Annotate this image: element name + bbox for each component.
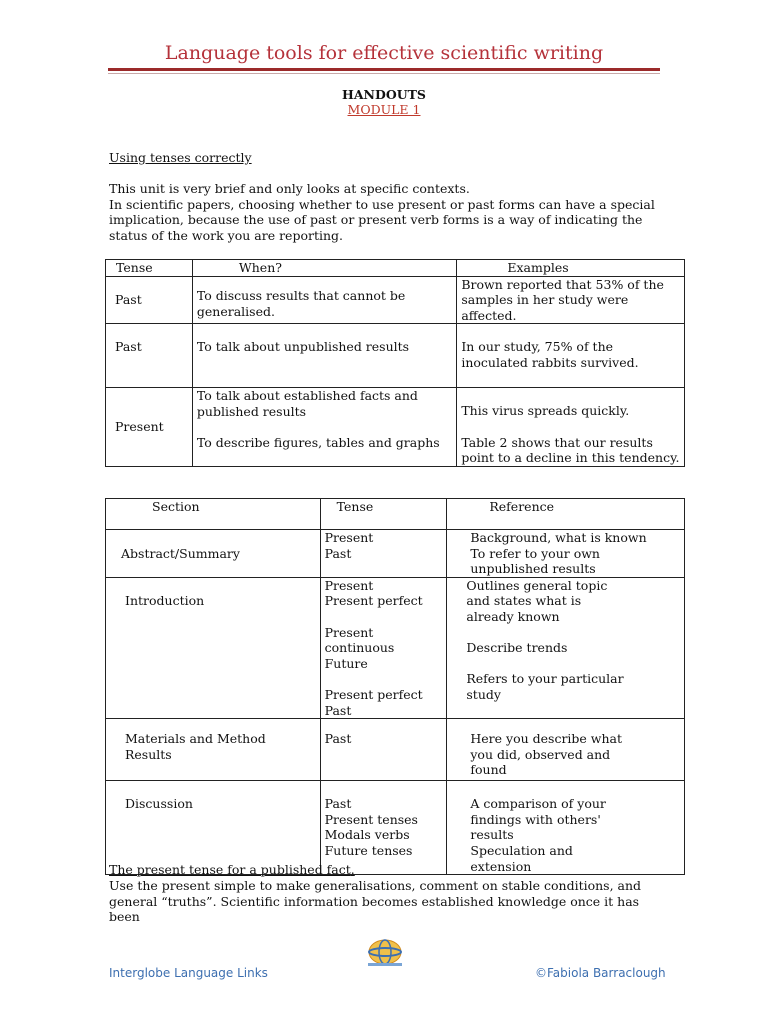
table-cell-reference: A comparison of your findings with others' results Speculation and extension	[447, 781, 685, 875]
column-header-tense: Tense	[320, 499, 447, 530]
section-heading: Using tenses correctly	[109, 150, 252, 165]
table-row	[106, 276, 685, 324]
table-cell-example: In our study, 75% of the inoculated rabbits survived.	[457, 324, 685, 388]
footer-organisation: Interglobe Language Links	[109, 966, 268, 980]
table-cell-tense: Present Past	[320, 530, 447, 578]
module-label: MODULE 1	[347, 102, 421, 117]
table-row	[106, 781, 685, 875]
tense-usage-table	[105, 259, 685, 467]
header-rule-thin	[108, 73, 660, 74]
present-fact-heading: The present tense for a published fact.	[109, 862, 355, 877]
table-cell-tense: Past Present tenses Modals verbs Future tenses	[320, 781, 447, 875]
table-cell-tense: Present	[106, 388, 193, 466]
column-header-reference: Reference	[447, 499, 685, 530]
table-cell-section: Materials and Method Results	[106, 719, 321, 781]
table-cell-tense: Present Present perfect Present continuous Future Present perfect Past	[320, 577, 447, 718]
column-header-section: Section	[106, 499, 321, 530]
column-header-when: When?	[192, 260, 456, 277]
table-cell-tense: Past	[106, 276, 193, 324]
intro-paragraph: This unit is very brief and only looks at specific contexts. In scientific papers, choosing whether to use present or past forms can have a special implication, because the use of past or present verb forms is a way of indicating the status of the work you are reporting.	[109, 181, 655, 243]
table-cell-when: To talk about unpublished results	[192, 324, 456, 388]
table-cell-when: To talk about established facts and published results To describe figures, tables and graphs	[192, 388, 456, 466]
table-cell-section: Discussion	[106, 781, 321, 875]
table-row	[106, 324, 685, 388]
table-row	[106, 577, 685, 718]
table-cell-tense: Past	[320, 719, 447, 781]
table-cell-reference: Here you describe what you did, observed and found	[447, 719, 685, 781]
table-row	[106, 388, 685, 466]
header-rule-thick	[108, 68, 660, 71]
table-cell-tense: Past	[106, 324, 193, 388]
section-tense-table	[105, 498, 685, 875]
table-cell-example: Brown reported that 53% of the samples in her study were affected.	[457, 276, 685, 324]
table-cell-section: Introduction	[106, 577, 321, 718]
handouts-label: HANDOUTS	[342, 87, 426, 102]
table-cell-section: Abstract/Summary	[106, 530, 321, 578]
column-header-examples: Examples	[457, 260, 685, 277]
present-fact-heading-text: The present tense for a published fact	[109, 862, 351, 877]
interglobe-logo-icon	[366, 938, 404, 968]
table-cell-when: To discuss results that cannot be generalised.	[192, 276, 456, 324]
table-header-row	[106, 260, 685, 277]
present-fact-paragraph: Use the present simple to make generalisations, comment on stable conditions, and general “truths”. Scientific information becomes established knowledge once it has been	[109, 878, 642, 925]
document-title: Language tools for effective scientific writing	[164, 42, 604, 64]
table-cell-reference: Outlines general topic and states what is already known Describe trends Refers to your particular study	[447, 577, 685, 718]
column-header-tense: Tense	[106, 260, 193, 277]
footer-copyright: ©Fabiola Barraclough	[535, 966, 666, 980]
table-cell-reference: Background, what is known To refer to your own unpublished results	[447, 530, 685, 578]
table-cell-example: This virus spreads quickly. Table 2 shows that our results point to a decline in this tendency.	[457, 388, 685, 466]
table-header-row	[106, 499, 685, 530]
table-row	[106, 530, 685, 578]
table-row	[106, 719, 685, 781]
